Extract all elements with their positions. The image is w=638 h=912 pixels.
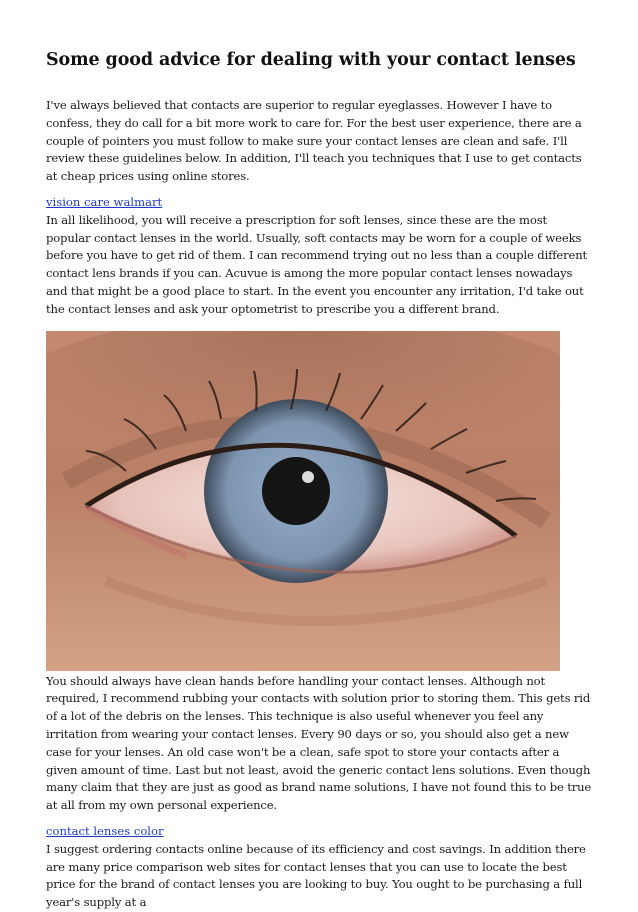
page-title: Some good advice for dealing with your contact lenses (46, 50, 576, 70)
eye-photo-illustration (46, 331, 560, 671)
link-contact-lenses-color[interactable]: contact lenses color (46, 823, 164, 838)
link-vision-care-walmart[interactable]: vision care walmart (46, 194, 163, 209)
paragraph-soft-lenses: In all likelihood, you will receive a prescription for soft lenses, since these are the most popular contact lenses in the world. Usually, soft contacts may be worn for a couple of weeks before you have to get rid of them. I can recommend trying out no less than a couple different contact lens brands if you can. Acuvue is among the more popular contact lenses nowadays and that might be a good place to start. In the event you encounter any irritation, I'd take out the contact lenses and ask your optometrist to prescribe you a different brand. (46, 212, 588, 316)
article (46, 48, 592, 912)
paragraph-clean-hands: You should always have clean hands before handling your contact lenses. Although not required, I recommend rubbing your contacts with solution prior to storing them. This gets rid of a lot of the debris on the lenses. This technique is also useful whenever you feel any irritation from wearing your contact lenses. Every 90 days or so, you should also get a new case for your lenses. An old case won't be a clean, safe spot to store your contacts after a given amount of time. Last but not least, avoid the generic contact lens solutions. Even though many claim that they are just as good as brand name solutions, I have not found this to be true at all from my own personal experience. (46, 673, 592, 813)
paragraph-ordering-online: I suggest ordering contacts online because of its efficiency and cost savings. In addition there are many price comparison web sites for contact lenses that you can use to locate the best price for the brand of contact lenses you are looking to buy. You ought to be purchasing a full year's supply at a (46, 841, 586, 910)
eye-photo (46, 331, 560, 671)
paragraph-intro: I've always believed that contacts are superior to regular eyeglasses. However I have to confess, they do call for a bit more work to care for. For the best user experience, there are a couple of pointers you must follow to make sure your contact lenses are clean and safe. I'll review these guidelines below. In addition, I'll teach you techniques that I use to get contacts at cheap prices using online stores. (46, 98, 582, 184)
